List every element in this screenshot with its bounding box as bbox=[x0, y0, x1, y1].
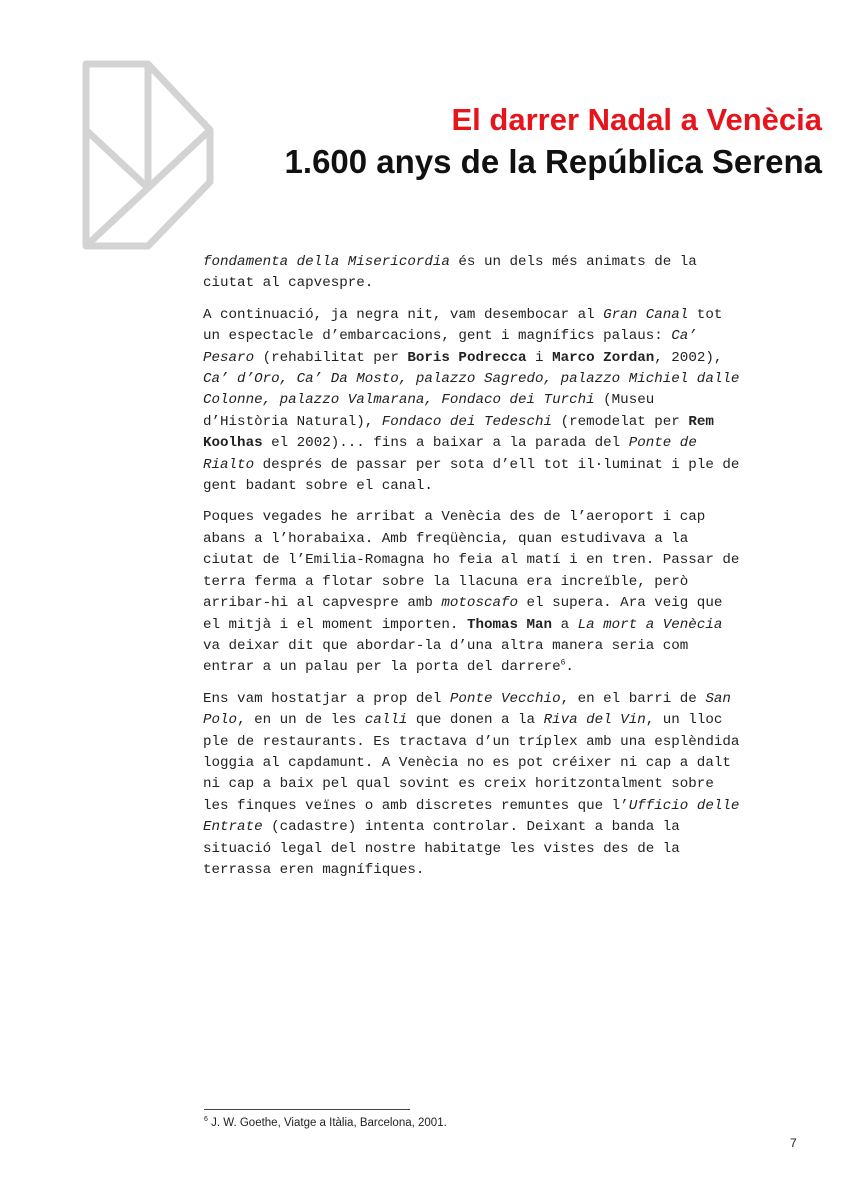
italic-text: Pesaro bbox=[203, 349, 255, 366]
footnote-divider bbox=[204, 1109, 410, 1110]
text-line bbox=[203, 476, 803, 497]
page-header bbox=[285, 100, 822, 184]
text-run: ni cap a baix pel qual sovint es creix horitzontalment sobre bbox=[203, 776, 714, 793]
text-line bbox=[203, 839, 803, 860]
text-run: ciutat de l’Emilia-Romagna ho feia al matí i en tren. Passar de bbox=[203, 552, 740, 569]
text-run: i bbox=[526, 349, 553, 366]
text-run: terra ferma a flotar sobre la llacuna era increïble, però bbox=[203, 573, 689, 590]
italic-text: Rialto bbox=[203, 456, 255, 473]
italic-text: La mort a Venècia bbox=[577, 616, 723, 633]
text-run: les finques veïnes o amb discretes remuntes que l’ bbox=[203, 797, 629, 814]
page-number: 7 bbox=[790, 1136, 797, 1150]
text-line bbox=[203, 305, 803, 326]
italic-text: San bbox=[705, 690, 731, 707]
text-run: a bbox=[552, 616, 578, 633]
text-run: situació legal del nostre habitatge les vistes des de la bbox=[203, 840, 680, 857]
italic-text: Ca’ bbox=[671, 328, 697, 345]
italic-text: Riva del Vin bbox=[543, 712, 646, 729]
paragraph bbox=[203, 305, 803, 498]
body-text bbox=[203, 252, 803, 891]
text-line bbox=[203, 615, 803, 636]
bold-text: Boris Podrecca bbox=[407, 349, 527, 366]
text-run: (remodelat per bbox=[552, 413, 689, 430]
text-line bbox=[203, 817, 803, 838]
paragraph bbox=[203, 689, 803, 882]
text-line bbox=[203, 689, 803, 710]
text-line bbox=[203, 507, 803, 528]
text-line bbox=[203, 636, 803, 657]
text-line bbox=[203, 860, 803, 881]
text-run: ciutat al capvespre. bbox=[203, 275, 374, 292]
text-line bbox=[203, 390, 803, 411]
text-line bbox=[203, 369, 803, 390]
text-run: , un lloc bbox=[645, 712, 723, 729]
text-run: el mitjà i el moment importen. bbox=[203, 616, 467, 633]
italic-text: Ca’ d’Oro, Ca’ Da Mosto, palazzo Sagredo, palazzo Michiel dalle bbox=[203, 371, 740, 388]
bold-text: Thomas Man bbox=[466, 616, 553, 633]
italic-text: Colonne, palazzo Valmarana, Fondaco dei Turchi bbox=[203, 392, 595, 409]
text-line bbox=[203, 732, 803, 753]
page-subtitle: 1.600 anys de la República Serena bbox=[284, 143, 822, 180]
text-run: un espectacle d’embarcacions, gent i magnífics palaus: bbox=[203, 328, 672, 345]
text-run: loggia al capdamunt. A Venècia no es pot créixer ni cap a dalt bbox=[203, 754, 731, 771]
text-run: , en un de les bbox=[237, 712, 365, 729]
text-run: arribar-hi al capvespre amb bbox=[203, 595, 442, 612]
text-line bbox=[203, 326, 803, 347]
text-line bbox=[203, 796, 803, 817]
italic-text: Fondaco dei Tedeschi bbox=[381, 413, 553, 430]
text-run: (rehabilitat per bbox=[254, 349, 408, 366]
text-run: Ens vam hostatjar a prop del bbox=[203, 690, 450, 707]
text-run: abans a l’horabaixa. Amb freqüència, quan estudivava a la bbox=[203, 530, 689, 547]
text-line bbox=[203, 348, 803, 369]
text-run: , 2002), bbox=[654, 349, 723, 366]
text-line bbox=[203, 273, 803, 294]
text-run: el supera. Ara veig que bbox=[518, 595, 723, 612]
text-run: que donen a la bbox=[407, 712, 544, 729]
text-line bbox=[203, 433, 803, 454]
italic-text: Polo bbox=[203, 712, 238, 729]
text-run: A continuació, ja negra nit, vam desembocar al bbox=[203, 306, 604, 323]
italic-text: Entrate bbox=[203, 819, 263, 836]
text-line bbox=[203, 572, 803, 593]
bold-text: Rem bbox=[688, 413, 714, 430]
text-run: , en el barri de bbox=[560, 690, 706, 707]
italic-text: fondamenta della Misericordia bbox=[203, 254, 450, 270]
text-run: (cadastre) intenta controlar. Deixant a banda la bbox=[262, 819, 680, 836]
text-line bbox=[203, 412, 803, 433]
text-run: d’Història Natural), bbox=[203, 413, 382, 430]
paragraph bbox=[203, 252, 803, 295]
text-line bbox=[203, 657, 803, 678]
text-run: . bbox=[565, 659, 574, 676]
page-title: El darrer Nadal a Venècia bbox=[451, 102, 822, 137]
text-run: ple de restaurants. Es tractava d’un tríplex amb una esplèndida bbox=[203, 733, 740, 750]
text-line bbox=[203, 710, 803, 731]
footnote bbox=[204, 1117, 447, 1129]
footnote-ref: 6 bbox=[560, 658, 566, 668]
text-line bbox=[203, 593, 803, 614]
text-run: el 2002)... fins a baixar a la parada del bbox=[262, 435, 629, 452]
text-run: Poques vegades he arribat a Venècia des de l’aeroport i cap bbox=[203, 509, 706, 526]
bold-text: Marco Zordan bbox=[552, 349, 655, 366]
text-run: terrassa eren magnífiques. bbox=[203, 861, 425, 878]
text-line bbox=[203, 529, 803, 550]
text-line bbox=[203, 550, 803, 571]
text-run: després de passar per sota d’ell tot il·luminat i ple de bbox=[254, 456, 740, 473]
text-line bbox=[203, 455, 803, 476]
italic-text: Ponte Vecchio bbox=[449, 690, 561, 707]
italic-text: Gran Canal bbox=[603, 306, 689, 323]
geometric-outline-logo-icon bbox=[82, 60, 214, 255]
paragraph bbox=[203, 507, 803, 678]
text-run: tot bbox=[688, 306, 723, 323]
italic-text: Ufficio delle bbox=[628, 797, 740, 814]
text-run: entrar a un palau per la porta del darrere bbox=[203, 659, 561, 676]
text-line bbox=[203, 774, 803, 795]
italic-text: Ponte de bbox=[628, 435, 697, 452]
italic-text: motoscafo bbox=[441, 595, 519, 612]
bold-text: Koolhas bbox=[203, 435, 263, 452]
footnote-number: 6 bbox=[204, 1116, 208, 1124]
text-line bbox=[203, 252, 803, 273]
footnote-text: J. W. Goethe, Viatge a Itàlia, Barcelona, 2001. bbox=[207, 1117, 447, 1129]
text-line bbox=[203, 753, 803, 774]
text-run: és un dels més animats de la bbox=[449, 254, 697, 270]
text-run: va deixar dit que abordar-la d’una altra manera seria com bbox=[203, 637, 689, 654]
text-run: gent badant sobre el canal. bbox=[203, 478, 433, 495]
text-run: (Museu bbox=[594, 392, 655, 409]
italic-text: calli bbox=[364, 712, 408, 729]
